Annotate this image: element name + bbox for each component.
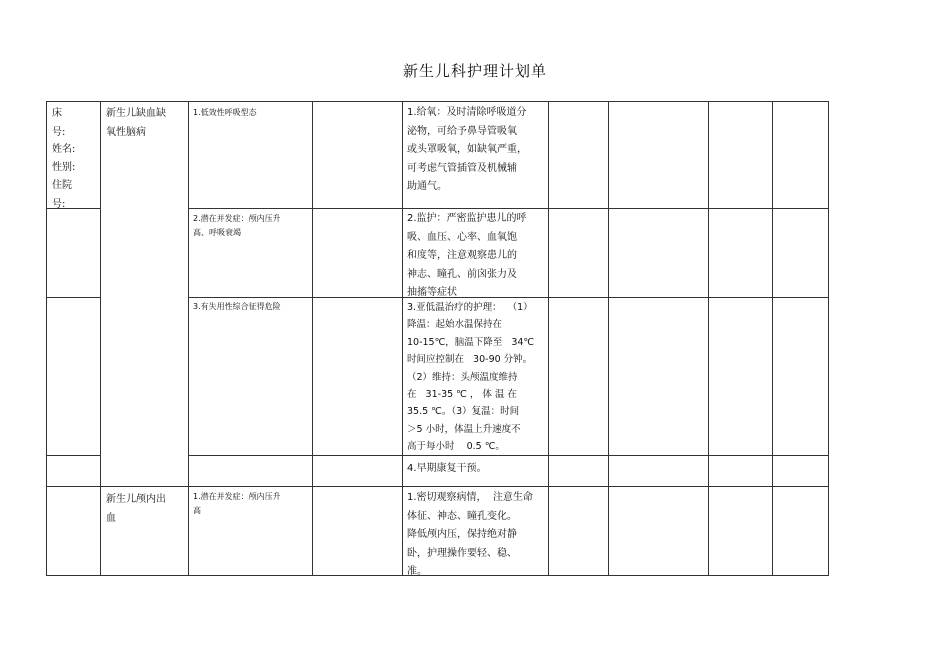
diagnosis-ich: 新生儿颅内出 血 [106,494,166,524]
intervention-4: 4.早期康复干预。 [407,463,487,474]
table-border-top [46,101,829,102]
col-divider [312,101,313,576]
col-divider [46,101,47,576]
intervention-1: 1.给氧：及时清除呼吸道分 泌物，可给予鼻导管吸氧 或头罩吸氧，如缺氧严重， 可考虑气管插管及机械辅 助通气。 [407,107,527,192]
col-divider [100,101,101,576]
intervention-2: 2.监护：严密监护患儿的呼 吸、血压、心率、血氧饱 和度等，注意观察患儿的 神志、瞳孔、前囟张力及 抽搐等症状 [407,213,527,298]
page-title: 新生儿科护理计划单 [402,62,547,80]
row-divider [46,455,100,456]
col-divider [608,101,609,576]
intervention-3: 3.亚低温治疗的护理： （1） 降温：起始水温保持在 10-15℃，脑温下降至 34℃ 时间应控制在 30-90 分钟。 （2）维持：头颅温度维持 在 31-35 ℃ ， 体 温 在 35.5 ℃。（3）复温：时间 ＞5 小时，体温上升速度不 高于每小时 0.5 ℃。 [407,302,535,453]
sex-label: 性别: [52,162,76,173]
intervention-5: 1.密切观察病情， 注意生命 体征、神态、瞳孔变化。 降低颅内压，保持绝对静 卧，护理操作要轻、稳、 准。 [407,492,533,577]
problem-3: 3.有失用性综合征得危险 [193,302,281,311]
col-divider [548,101,549,576]
col-divider [708,101,709,576]
table-border-right [828,101,829,576]
row-divider [46,297,100,298]
problem-4: 1.潜在并发症：颅内压升 高 [193,492,281,515]
diagnosis-hie: 新生儿缺血缺 氧性脑病 [106,108,166,138]
problem-2: 2.潜在并发症：颅内压升 高、呼吸衰竭 [193,214,281,237]
problem-1: 1.低效性呼吸型态 [193,108,257,117]
row-divider [46,486,829,487]
col-divider [188,101,189,576]
name-label: 姓名: [52,144,76,155]
admission-number-label: 住院 号: [52,180,72,210]
row-divider [188,208,829,209]
col-divider [402,101,403,576]
col-divider [772,101,773,576]
bed-number-label: 床 号: [52,108,66,138]
